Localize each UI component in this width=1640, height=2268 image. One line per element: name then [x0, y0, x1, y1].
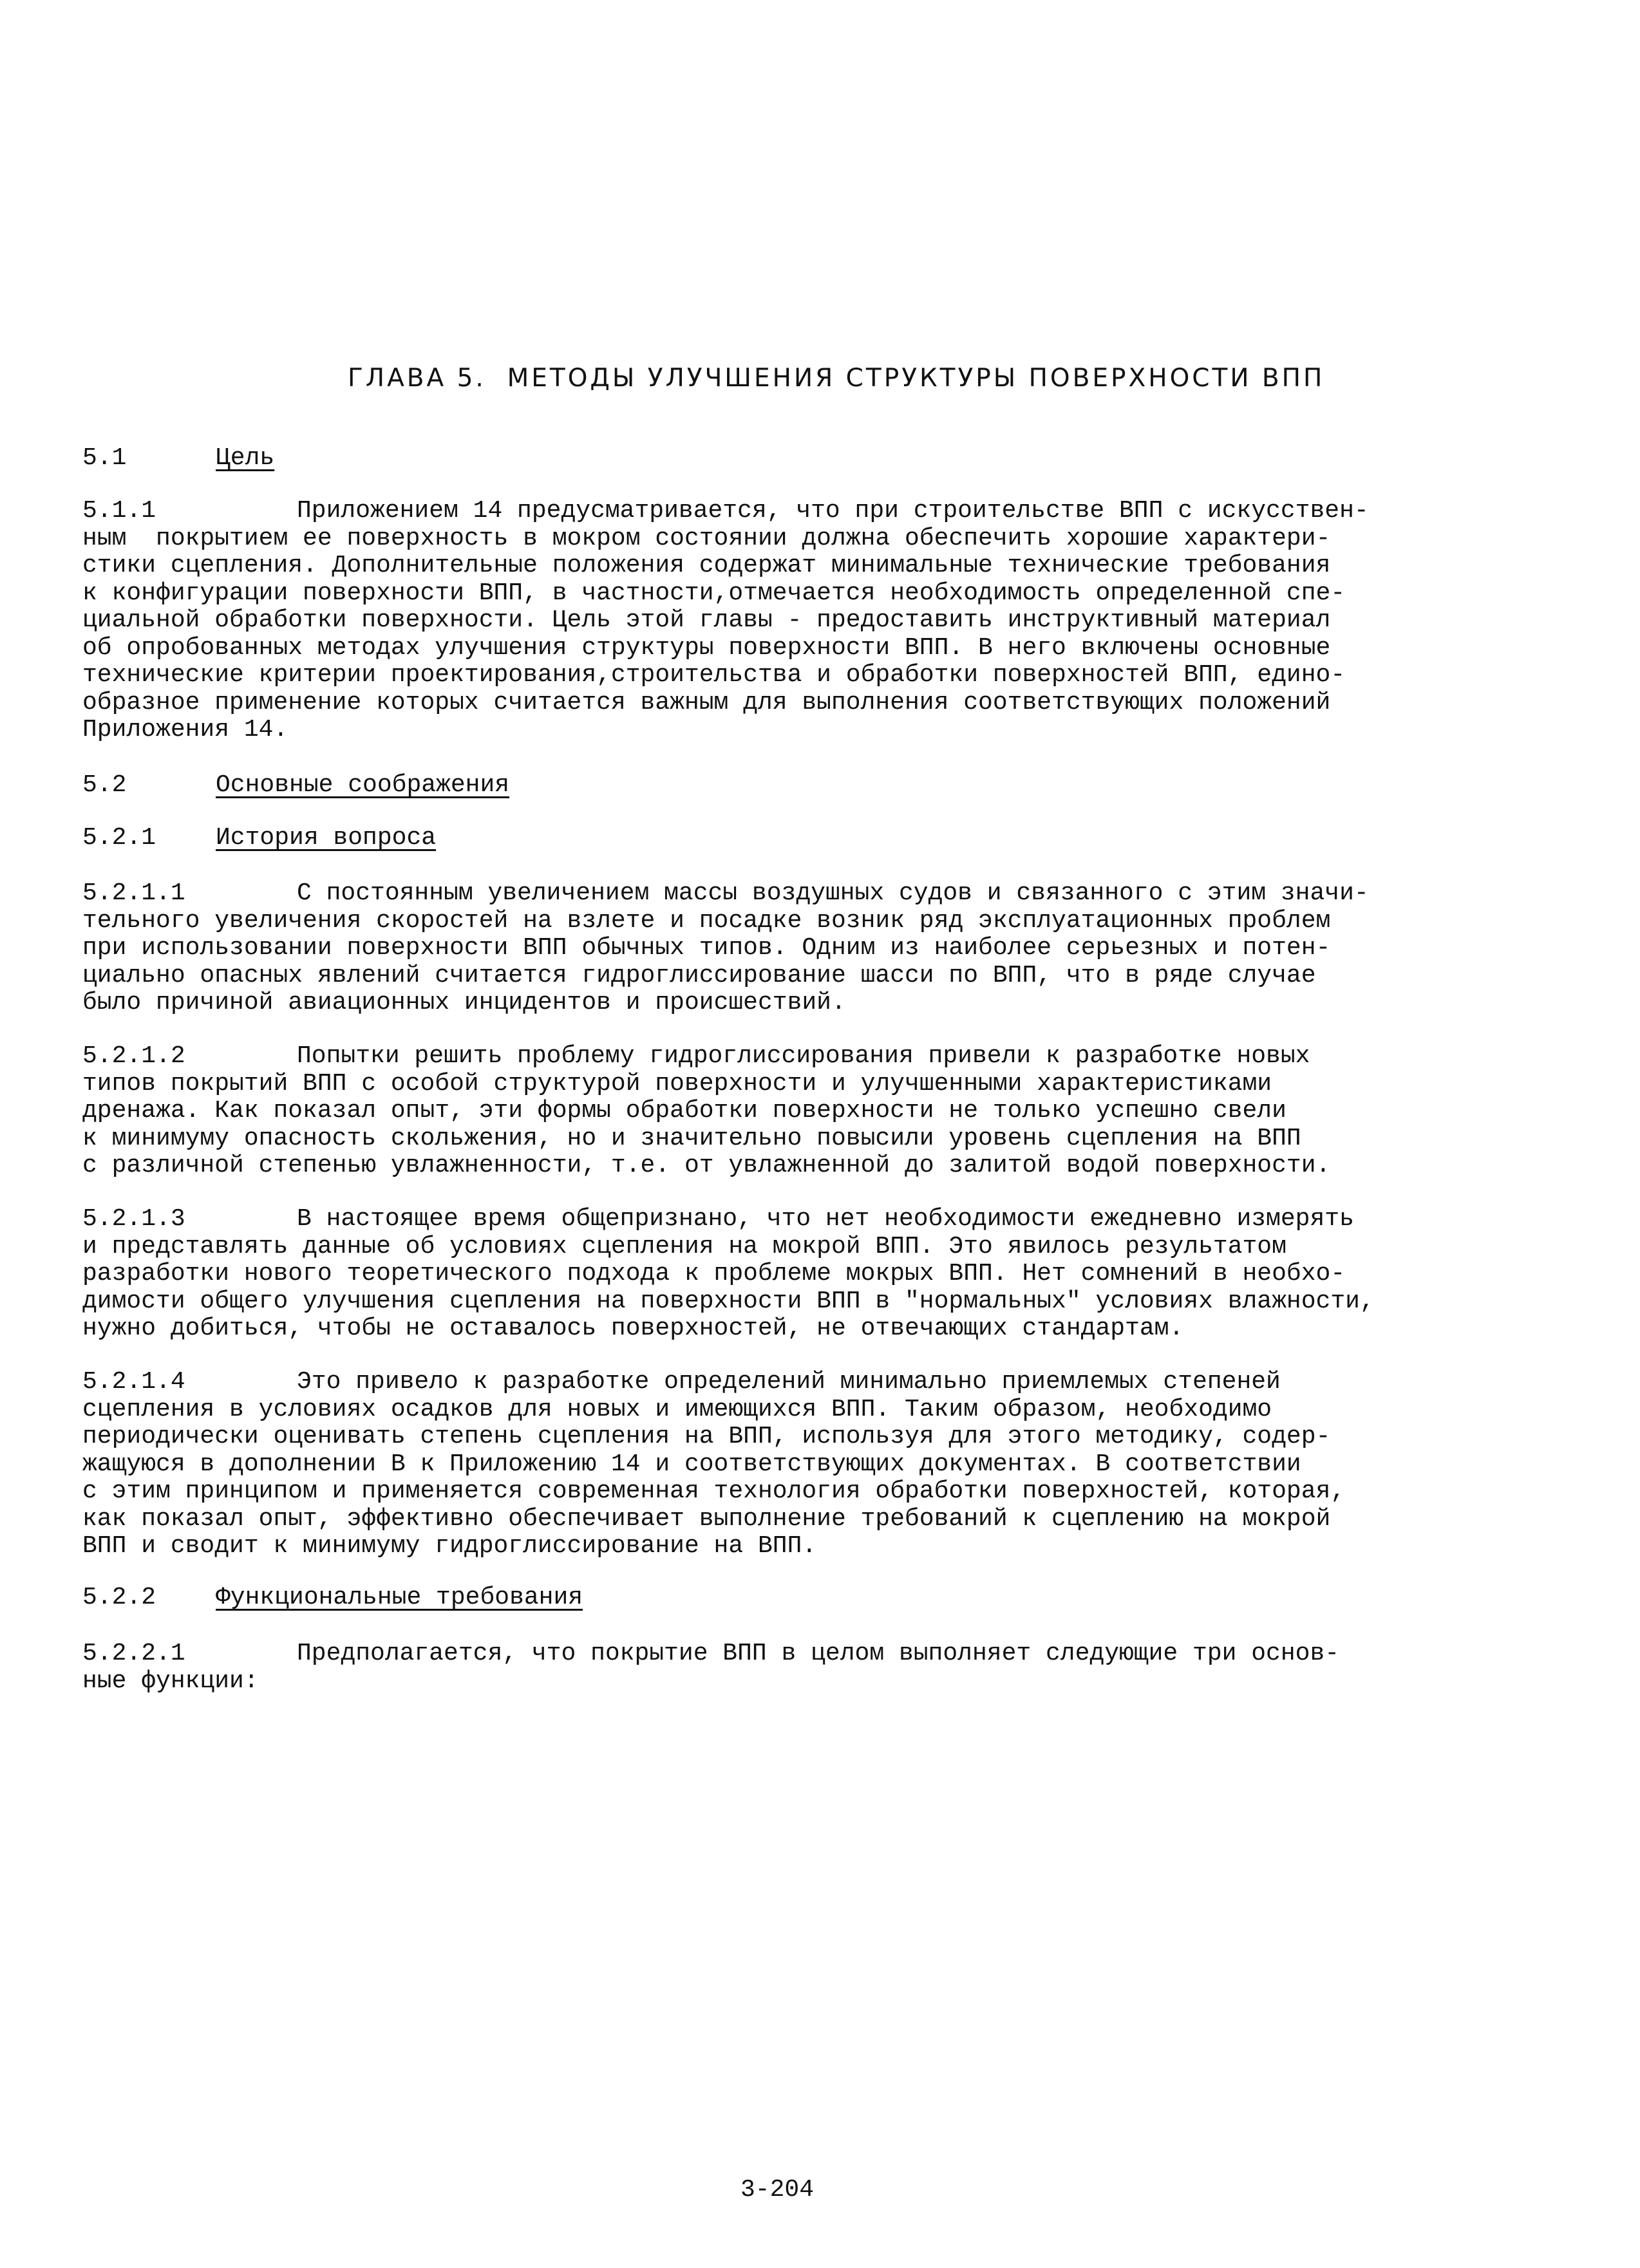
paragraph-line: дренажа. Как показал опыт, эти формы обработки поверхности не только успешно свели	[82, 1097, 1287, 1125]
paragraph-line: Попытки решить проблему гидроглиссирования привели к разработке новых	[297, 1042, 1310, 1070]
paragraph-number: 5.2.2.1	[82, 1640, 185, 1667]
paragraph-number: 5.2.1.4	[82, 1368, 185, 1396]
section-title: Основные соображения	[216, 771, 510, 799]
paragraph-line: и представлять данные об условиях сцепления на мокрой ВПП. Это явилось результатом	[82, 1232, 1287, 1261]
section-heading-5-1	[82, 444, 274, 472]
paragraph-line: при использовании поверхности ВПП обычных типов. Одним из наиболее серьезных и потен-	[82, 934, 1331, 962]
paragraph-line: периодически оценивать степень сцепления на ВПП, используя для этого методику, содер-	[82, 1423, 1331, 1450]
paragraph-line: сцепления в условиях осадков для новых и имеющихся ВПП. Таким образом, необходимо	[82, 1395, 1272, 1423]
section-title: История вопроса	[216, 824, 437, 852]
paragraph-line: циально опасных явлений считается гидроглиссирование шасси по ВПП, что в ряде случае	[82, 961, 1316, 989]
paragraph-5-2-1-3	[82, 1206, 1512, 1343]
paragraph-number: 5.2.1.2	[82, 1042, 185, 1070]
paragraph-line: было причиной авиационных инцидентов и происшествий.	[82, 989, 846, 1017]
section-heading-5-2-1	[82, 824, 436, 852]
paragraph-line: технические критерии проектирования,строительства и обработки поверхностей ВПП, едино-	[82, 661, 1346, 689]
paragraph-5-2-1-2	[82, 1043, 1512, 1180]
paragraph-line: С постоянным увеличением массы воздушных судов и связанного с этим значи-	[297, 879, 1369, 907]
section-number: 5.1	[82, 444, 127, 472]
paragraph-line: Это привело к разработке определений минимально приемлемых степеней	[297, 1368, 1281, 1396]
paragraph-line: тельного увеличения скоростей на взлете и посадке возник ряд эксплуатационных проблем	[82, 906, 1331, 935]
paragraph-5-1-1	[82, 498, 1512, 744]
paragraph-line: Приложением 14 предусматривается, что при строительстве ВПП с искусствен-	[297, 497, 1369, 525]
paragraph-5-2-1-4	[82, 1369, 1512, 1560]
paragraph-5-2-1-1	[82, 880, 1512, 1017]
paragraph-line: ным покрытием ее поверхность в мокром состоянии должна обеспечить хорошие характери-	[82, 524, 1331, 552]
paragraph-line: ные функции:	[82, 1667, 259, 1695]
paragraph-line: к конфигурации поверхности ВПП, в частности,отмечается необходимость определенной спе-	[82, 579, 1346, 607]
section-number: 5.2.2	[82, 1584, 156, 1611]
section-heading-5-2-2	[82, 1584, 583, 1611]
paragraph-line: к минимуму опасность скольжения, но и значительно повысили уровень сцепления на ВПП	[82, 1124, 1301, 1152]
paragraph-line: с различной степенью увлажненности, т.е. от увлажненной до залитой водой поверхности.	[82, 1152, 1331, 1179]
paragraph-line: жащуюся в дополнении В к Приложению 14 и соответствующих документах. В соответствии	[82, 1450, 1301, 1478]
section-number: 5.2.1	[82, 824, 156, 852]
paragraph-line: типов покрытий ВПП с особой структурой поверхности и улучшенными характеристиками	[82, 1069, 1272, 1098]
paragraph-line: об опробованных методах улучшения структуры поверхности ВПП. В него включены основные	[82, 633, 1331, 662]
paragraph-line: Предполагается, что покрытие ВПП в целом выполняет следующие три основ-	[297, 1640, 1340, 1667]
section-title: Функциональные требования	[216, 1584, 583, 1611]
paragraph-number: 5.1.1	[82, 497, 156, 525]
paragraph-line: ВПП и сводит к минимуму гидроглиссирование на ВПП.	[82, 1532, 817, 1560]
paragraph-line: с этим принципом и применяется современная технология обработки поверхностей, которая,	[82, 1477, 1346, 1505]
paragraph-line: В настоящее время общепризнано, что нет необходимости ежедневно измерять	[297, 1205, 1354, 1233]
chapter-title: ГЛАВА 5. МЕТОДЫ УЛУЧШЕНИЯ СТРУКТУРЫ ПОВЕРХНОСТИ ВПП	[348, 364, 1325, 393]
section-heading-5-2	[82, 771, 509, 799]
section-number: 5.2	[82, 771, 127, 799]
paragraph-line: разработки нового теоретического подхода к проблеме мокрых ВПП. Нет сомнений в необхо-	[82, 1260, 1346, 1288]
paragraph-line: нужно добиться, чтобы не оставалось поверхностей, не отвечающих стандартам.	[82, 1315, 1184, 1342]
paragraph-line: стики сцепления. Дополнительные положения содержат минимальные технические требования	[82, 552, 1331, 579]
paragraph-number: 5.2.1.3	[82, 1205, 185, 1233]
paragraph-line: циальной обработки поверхности. Цель этой главы - предоставить инструктивный материал	[82, 606, 1331, 634]
paragraph-5-2-2-1	[82, 1640, 1512, 1695]
page-number: 3-204	[740, 2176, 815, 2204]
section-title: Цель	[216, 444, 275, 472]
paragraph-line: образное применение которых считается важным для выполнения соответствующих положений	[82, 688, 1331, 717]
paragraph-line: как показал опыт, эффективно обеспечивает выполнение требований к сцеплению на мокрой	[82, 1504, 1331, 1533]
paragraph-line: димости общего улучшения сцепления на поверхности ВПП в "нормальных" условиях влажности,	[82, 1287, 1375, 1315]
paragraph-number: 5.2.1.1	[82, 879, 185, 907]
paragraph-line: Приложения 14.	[82, 716, 288, 744]
